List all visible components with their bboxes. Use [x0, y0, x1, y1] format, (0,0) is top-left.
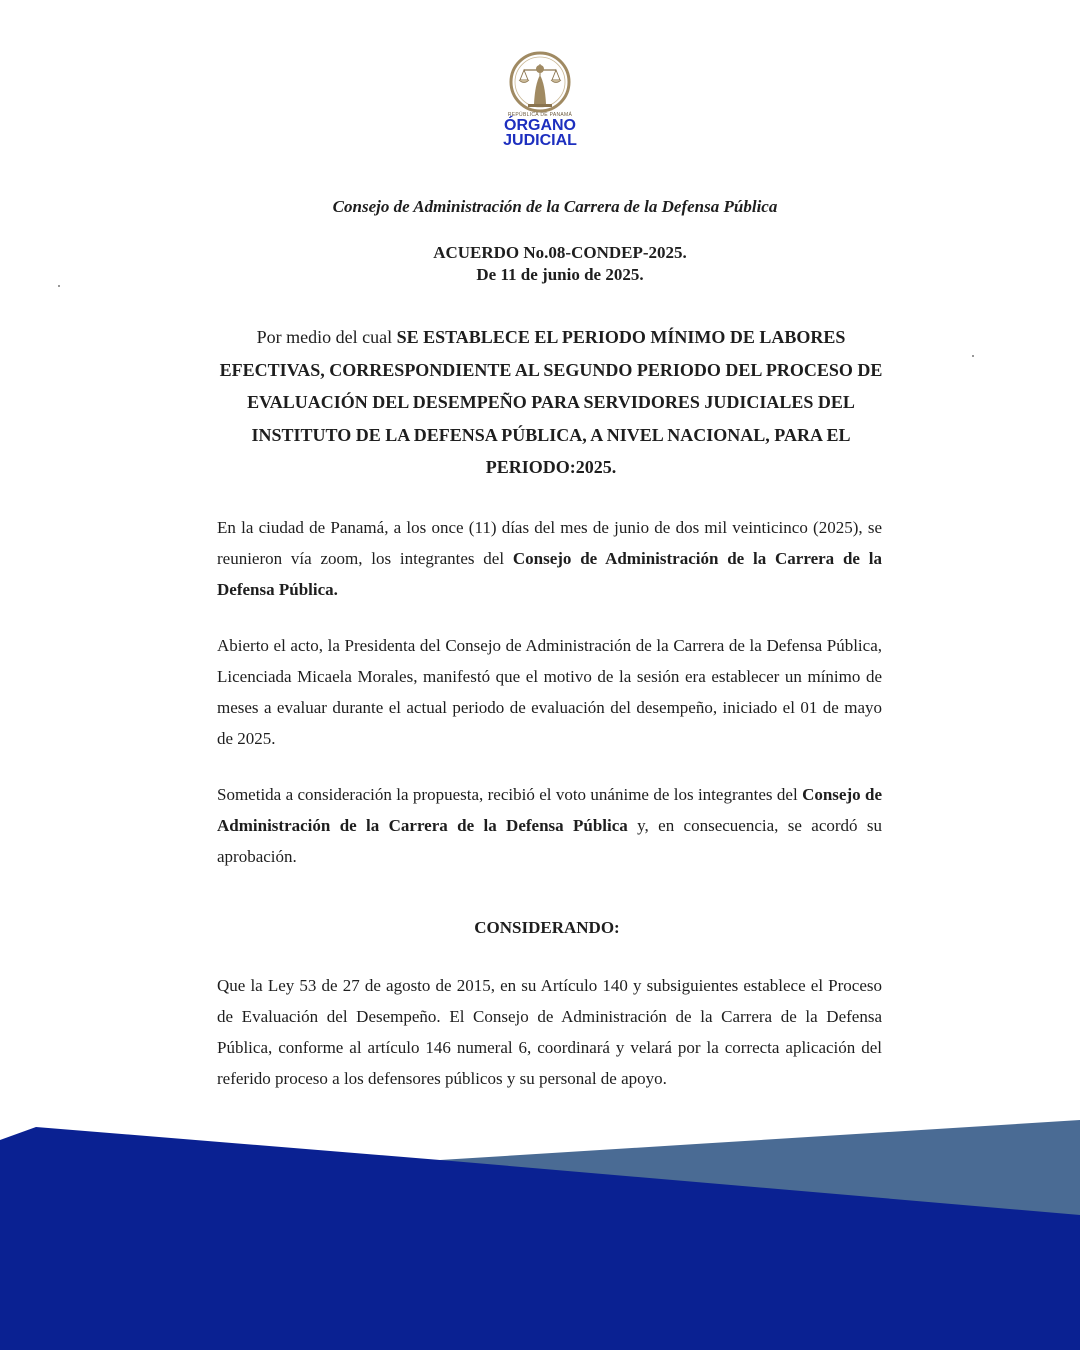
scan-speck: [972, 355, 974, 357]
considerando-heading: CONSIDERANDO:: [474, 918, 620, 937]
paragraph-law: Que la Ley 53 de 27 de agosto de 2015, en su Artículo 140 y subsiguientes establece el Proceso de Evaluación del Desempeño. El Consejo de Administración de la Carrera de la Defensa Pública, conforme al artículo 146 numeral 6, coordinará y velará por la correcta aplicación del referido proceso a los defensores públicos y su personal de apoyo.: [217, 976, 882, 1088]
logo-line-2: JUDICIAL: [503, 132, 577, 149]
accord-header: [0, 242, 1080, 286]
steel-blue-band: [440, 1120, 1080, 1350]
paragraph-meeting-bold: Consejo de Administración de la Carrera de la Defensa Pública.: [217, 549, 882, 599]
paragraph-meeting-text: En la ciudad de Panamá, a los once (11) días del mes de junio de dos mil veinticinco (2025), se reunieron vía zoom, los integrantes del: [217, 518, 882, 568]
paragraph-vote: [217, 779, 882, 872]
navy-band: [0, 1127, 1080, 1350]
organo-judicial-logo: [498, 50, 582, 152]
subject-intro: Por medio del cual: [256, 327, 397, 347]
paragraph-vote-bold: Consejo de Administración de la Carrera de la Defensa Pública: [217, 785, 882, 835]
logo-line-1: ÓRGANO: [504, 117, 576, 134]
accord-date: De 11 de junio de 2025.: [476, 265, 644, 284]
accord-number: ACUERDO No.08-CONDEP-2025.: [433, 243, 687, 262]
accord-subject: [218, 321, 884, 484]
paragraph-vote-text: Sometida a consideración la propuesta, recibió el voto unánime de los integrantes del: [217, 785, 803, 804]
justice-seal-icon: [508, 50, 572, 114]
paragraph-opening: Abierto el acto, la Presidenta del Consejo de Administración de la Carrera de la Defensa Pública, Licenciada Micaela Morales, manifestó que el motivo de la sesión era establecer un mínimo de meses a evaluar durante el actual periodo de evaluación del desempeño, iniciado el 01 de mayo de 2025.: [217, 636, 882, 748]
logo-subtitle: REPÚBLICA DE PANAMÁ: [507, 112, 573, 118]
paragraph-vote-tail: y, en consecuencia, se acordó su aprobación.: [217, 816, 882, 866]
subject-bold: SE ESTABLECE EL PERIODO MÍNIMO DE LABORES EFECTIVAS, CORRESPONDIENTE AL SEGUNDO PERIODO DEL PROCESO DE EVALUACIÓN DEL DESEMPEÑO PARA SERVIDORES JUDICIALES DEL INSTITUTO DE LA DEFENSA PÚBLICA, A NIVEL NACIONAL, PARA EL PERIODO:2025.: [219, 327, 883, 477]
council-title: Consejo de Administración de la Carrera de la Defensa Pública: [332, 197, 778, 216]
paragraph-meeting: [217, 512, 882, 605]
scan-speck: [58, 285, 60, 287]
